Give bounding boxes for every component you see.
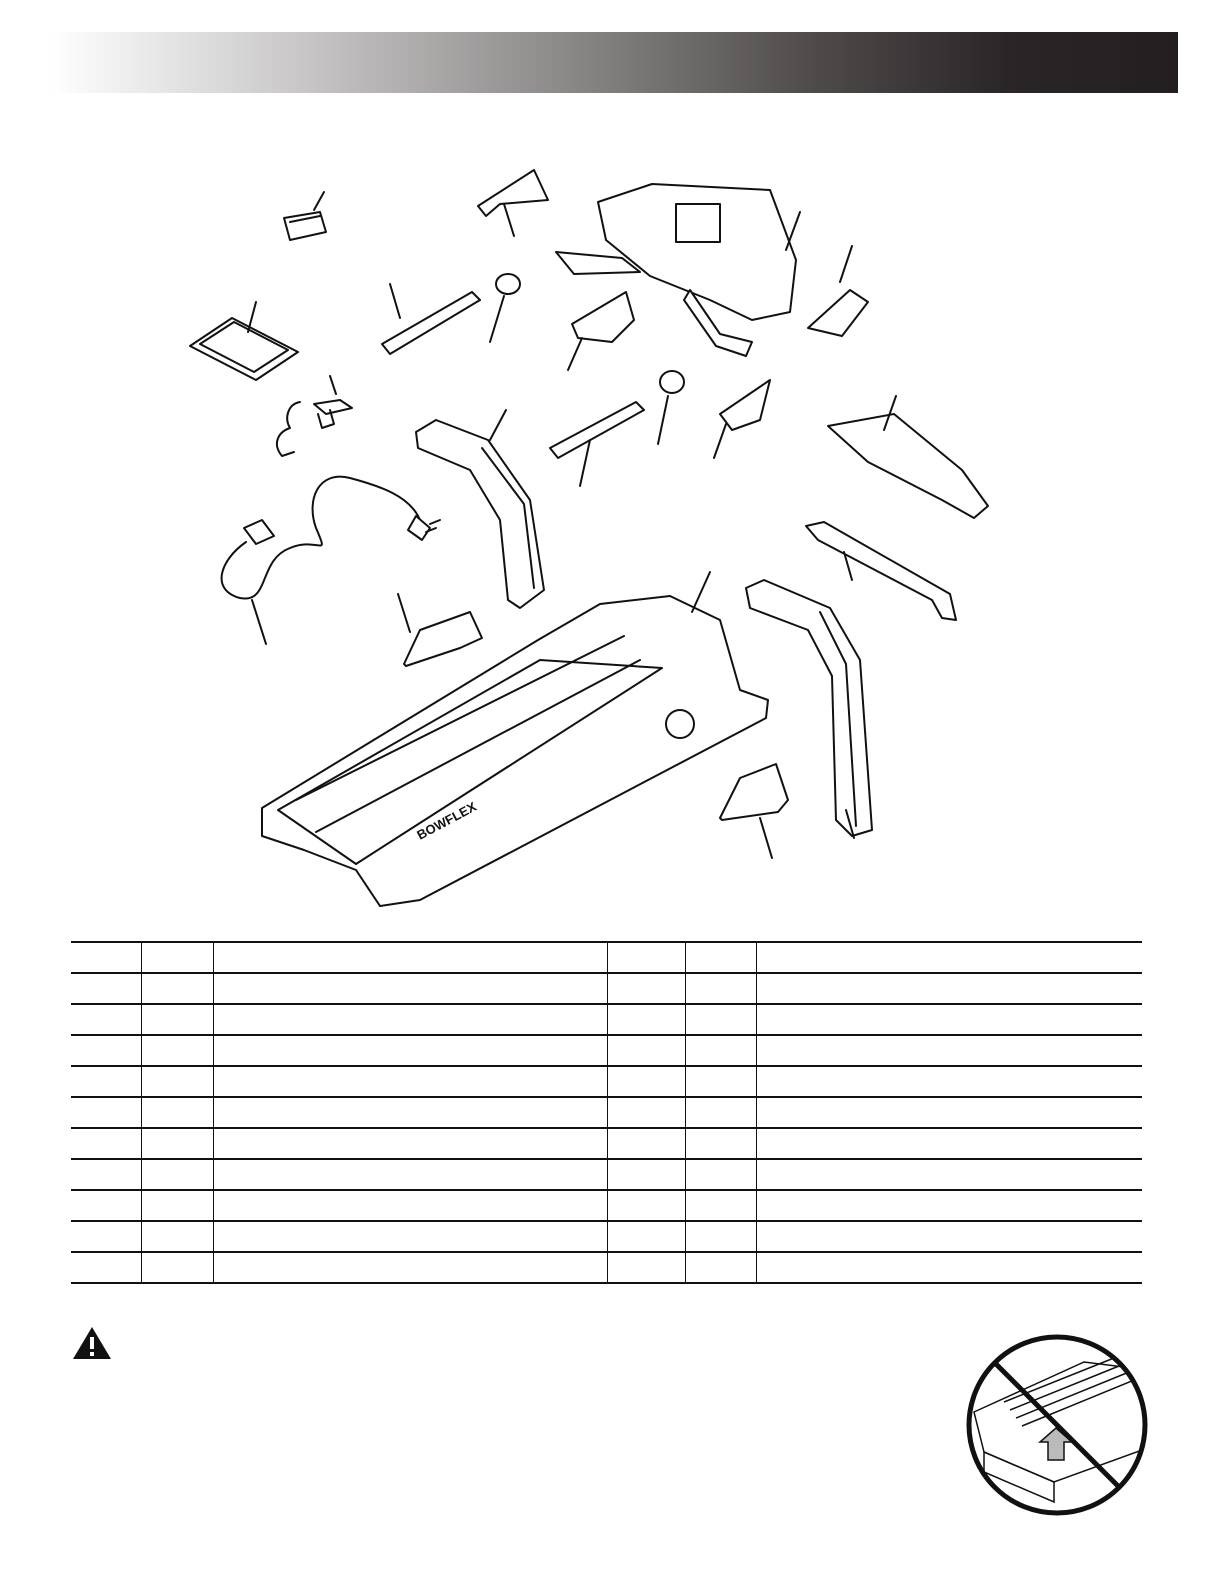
table-row	[71, 1128, 1142, 1159]
table-row	[71, 973, 1142, 1004]
column-header	[71, 942, 141, 973]
table-cell	[213, 1190, 607, 1221]
table-cell	[213, 1221, 607, 1252]
treadmill-base	[262, 572, 768, 906]
table-cell	[685, 1097, 756, 1128]
table-cell	[71, 1159, 141, 1190]
table-cell	[141, 973, 213, 1004]
table-cell	[71, 1252, 141, 1283]
heart-rate-strap	[284, 192, 326, 240]
table-cell	[141, 1066, 213, 1097]
table-cell	[213, 1128, 607, 1159]
parts-list-table	[71, 941, 1142, 1284]
table-row	[71, 1252, 1142, 1283]
table-cell	[141, 1252, 213, 1283]
table-cell	[141, 1128, 213, 1159]
table-cell	[685, 1128, 756, 1159]
table-row	[71, 1221, 1142, 1252]
table-cell	[213, 1097, 607, 1128]
table-row	[71, 1035, 1142, 1066]
table-cell	[756, 1097, 1142, 1128]
table-cell	[685, 1066, 756, 1097]
column-header	[756, 942, 1142, 973]
table-cell	[607, 1004, 685, 1035]
table-header-row	[71, 942, 1142, 973]
left-upright	[416, 410, 544, 608]
safety-key	[277, 376, 352, 456]
table-cell	[213, 1252, 607, 1283]
table-cell	[213, 1159, 607, 1190]
table-cell	[607, 1097, 685, 1128]
table-cell	[71, 1097, 141, 1128]
column-header	[141, 942, 213, 973]
prohibited-lift-icon	[964, 1332, 1150, 1518]
table-cell	[756, 1159, 1142, 1190]
table-cell	[71, 973, 141, 1004]
table-cell	[685, 1221, 756, 1252]
table-row	[71, 1004, 1142, 1035]
table-cell	[685, 1159, 756, 1190]
upright-foam-left	[382, 284, 480, 354]
table-cell	[141, 1097, 213, 1128]
warning-icon	[72, 1326, 112, 1360]
table-cell	[607, 1221, 685, 1252]
table-cell	[756, 1128, 1142, 1159]
upright-foam-right	[550, 402, 644, 486]
power-cord	[222, 477, 440, 644]
table-cell	[213, 1004, 607, 1035]
table-cell	[756, 973, 1142, 1004]
column-header	[213, 942, 607, 973]
table-cell	[685, 1035, 756, 1066]
table-cell	[685, 1252, 756, 1283]
table-cell	[756, 1190, 1142, 1221]
table-cell	[71, 1035, 141, 1066]
exploded-parts-diagram	[0, 110, 1224, 930]
table-cell	[141, 1221, 213, 1252]
table-row	[71, 1097, 1142, 1128]
manual-booklet	[190, 302, 298, 380]
table-cell	[607, 1252, 685, 1283]
table-cell	[685, 1190, 756, 1221]
table-row	[71, 1066, 1142, 1097]
table-cell	[685, 1004, 756, 1035]
table-cell	[756, 1252, 1142, 1283]
table-row	[71, 1190, 1142, 1221]
table-cell	[756, 1221, 1142, 1252]
table-cell	[607, 1159, 685, 1190]
table-cell	[607, 1128, 685, 1159]
table-cell	[71, 1128, 141, 1159]
table-row	[71, 1159, 1142, 1190]
table-cell	[71, 1221, 141, 1252]
table-cell	[213, 1035, 607, 1066]
table-cell	[607, 973, 685, 1004]
table-cell	[756, 1035, 1142, 1066]
table-cell	[213, 973, 607, 1004]
table-cell	[685, 973, 756, 1004]
table-cell	[141, 1035, 213, 1066]
table-cell	[71, 1190, 141, 1221]
table-cell	[756, 1066, 1142, 1097]
table-cell	[607, 1190, 685, 1221]
column-header	[685, 942, 756, 973]
table-cell	[71, 1004, 141, 1035]
table-cell	[71, 1066, 141, 1097]
table-cell	[756, 1004, 1142, 1035]
table-cell	[141, 1190, 213, 1221]
table-cell	[213, 1066, 607, 1097]
table-cell	[607, 1035, 685, 1066]
table-cell	[607, 1066, 685, 1097]
table-cell	[141, 1159, 213, 1190]
column-header	[607, 942, 685, 973]
brand-label: BOWFLEX	[414, 798, 479, 843]
table-cell	[141, 1004, 213, 1035]
header-bar	[50, 32, 1178, 93]
